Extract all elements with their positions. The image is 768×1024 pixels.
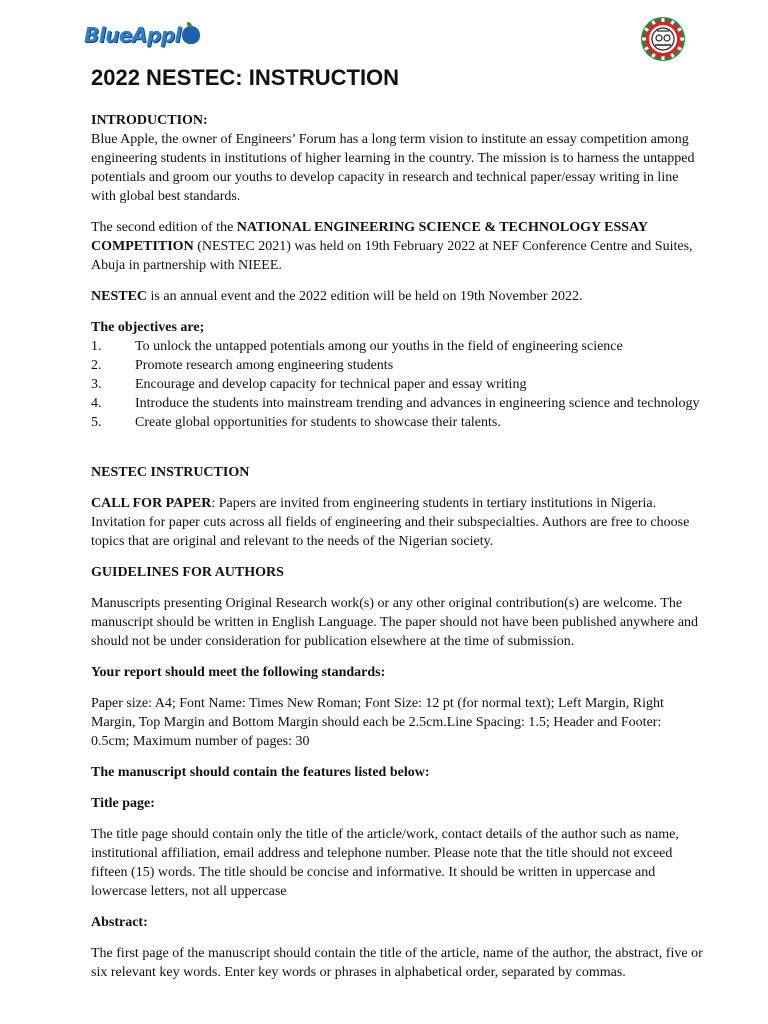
abstract-heading: Abstract:: [91, 915, 148, 930]
objectives-heading: The objectives are;: [91, 320, 205, 335]
list-item: 4. Introduce the students into mainstream trending and advances in engineering science and technology: [91, 396, 700, 411]
standards-paragraph: Paper size: A4; Font Name: Times New Roman; Font Size: 12 pt (for normal text); Left Margin, Right Margin, Top Margin and Bottom Margin should each be 2.5cm.Line Spacing: 1.5; Header and Footer: 0.5cm; Maximum number of pages: 30: [91, 696, 664, 749]
title-page-heading: Title page:: [91, 796, 155, 811]
guidelines-heading: GUIDELINES FOR AUTHORS: [91, 565, 284, 580]
title-page-paragraph: The title page should contain only the title of the article/work, contact details of the author such as name, institutional affiliation, email address and telephone number. Please note that the title should not exceed fifteen (15) words. The title should be concise and informative. It should be written in uppercase and lowercase letters, not all uppercase: [91, 827, 679, 899]
introduction-heading: INTRODUCTION:: [91, 113, 208, 128]
list-item: 5. Create global opportunities for students to showcase their talents.: [91, 415, 501, 430]
second-edition-paragraph: The second edition of the NATIONAL ENGINEERING SCIENCE & TECHNOLOGY ESSAY COMPETITION (NESTEC 2021) was held on 19th February 2022 at NEF Conference Centre and Suites, Abuja in partnership with NIEEE.: [91, 220, 693, 273]
list-item: 1. To unlock the untapped potentials among our youths in the field of engineering science: [91, 339, 623, 354]
introduction-paragraph: Blue Apple, the owner of Engineers’ Forum has a long term vision to institute an essay competition among engineering students in institutions of higher learning in the country. The mission is to harness the untapped potentials and groom our youths to develop capacity in research and technical paper/essay writing in line with global best standards.: [91, 132, 695, 204]
organization-seal-icon: [640, 16, 686, 62]
logo-text: BlueAppl: [84, 23, 181, 47]
abstract-paragraph: The first page of the manuscript should contain the title of the article, name of the author, the abstract, five or six relevant key words. Enter key words or phrases in alphabetical order, separated by commas.: [91, 946, 703, 980]
annual-event-paragraph: NESTEC is an annual event and the 2022 edition will be held on 19th November 2022.: [91, 289, 583, 304]
call-for-paper-paragraph: CALL FOR PAPER: Papers are invited from engineering students in tertiary institutions in Nigeria. Invitation for paper cuts across all fields of engineering and their subspecialties. Authors are free to choose topics that are original and relevant to the needs of the Nigerian society.: [91, 496, 690, 549]
document-title: 2022 NESTEC: INSTRUCTION: [91, 65, 400, 90]
standards-heading: Your report should meet the following standards:: [91, 665, 386, 680]
nestec-instruction-heading: NESTEC INSTRUCTION: [91, 465, 250, 480]
list-item: 2. Promote research among engineering students: [91, 358, 394, 373]
apple-icon: [182, 26, 200, 44]
guidelines-paragraph: Manuscripts presenting Original Research work(s) or any other original contribution(s) are welcome. The manuscript should be written in English Language. The paper should not have been published anywhere and should not be under consideration for publication elsewhere at the time of submission.: [91, 596, 699, 649]
blueapple-logo: [84, 20, 200, 50]
list-item: 3. Encourage and develop capacity for technical paper and essay writing: [91, 377, 527, 392]
document-body: [91, 111, 703, 994]
features-heading: The manuscript should contain the features listed below:: [91, 765, 430, 780]
objectives-list: [91, 337, 703, 432]
